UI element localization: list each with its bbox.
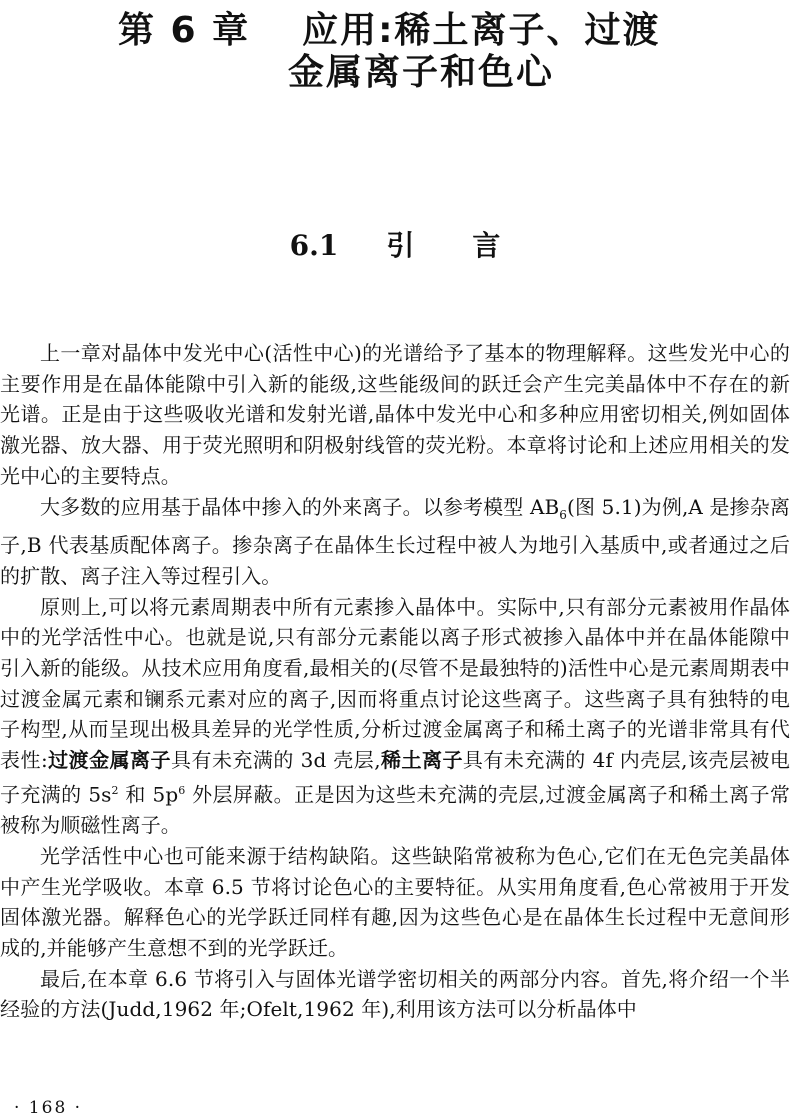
paragraph-3: 原则上,可以将元素周期表中所有元素掺入晶体中。实际中,只有部分元素被用作晶体中的光学活性中心。也就是说,只有部分元素能以离子形式被掺入晶体中并在晶体能隙中引入新的能级。从技术应用角度看,最相关的(尽管不是最独特的)活性中心是元素周期表中过渡金属元素和镧系元素对应的离子,因而将重点讨论这些离子。这些离子具有独特的电子构型,从而呈现出极具差异的光学性质,分析过渡金属离子和稀土离子的光谱非常具有代表性:过渡金属离子具有未充满的 3d 壳层,稀土离子具有未充满的 4f 内壳层,该壳层被电子充满的 $5s^2$ 和 $5p^6$ 外层屏蔽。正是因为这些未充满的壳层,过渡金属离子和稀土离子常被称为顺磁性离子。 xyxy=(0,594,790,838)
chapter-title-line1: 应用:稀土离子、过渡 xyxy=(302,10,661,51)
section-title-part1: 引 xyxy=(386,229,415,262)
paragraph-4: 光学活性中心也可能来源于结构缺陷。这些缺陷常被称为色心,它们在无色完美晶体中产生光学吸收。本章 6.5 节将讨论色心的主要特征。从实用角度看,色心常被用于开发固体激光器。解释色心的光学跃迁同样有趣,因为这些色心是在晶体生长过程中无意间形成的,并能够产生意想不到的光学跃迁。 xyxy=(0,843,790,961)
section-number: 6.1 xyxy=(289,229,339,262)
section-heading xyxy=(0,226,790,266)
body-text xyxy=(0,338,790,1025)
paragraph-5: 最后,在本章 6.6 节将引入与固体光谱学密切相关的两部分内容。首先,将介绍一个半经验的方法(Judd,1962 年;Ofelt,1962 年),利用该方法可以分析晶体中 xyxy=(0,966,790,1022)
paragraph-2: 大多数的应用基于晶体中掺入的外来离子。以参考模型 $AB_6$(图 5.1)为例,A 是掺杂离子,B 代表基质配体离子。掺杂离子在晶体生长过程中被人为地引入基质中,或者通过之后的扩散、离子注入等过程引入。 xyxy=(0,494,790,588)
term-rare-earth-ions: 稀土离子 xyxy=(380,748,463,773)
chapter-title-line2: 金属离子和色心 xyxy=(288,52,555,93)
paragraph-1: 上一章对晶体中发光中心(活性中心)的光谱给予了基本的物理解释。这些发光中心的主要作用是在晶体能隙中引入新的能级,这些能级间的跃迁会产生完美晶体中不存在的新光谱。正是由于这些吸收光谱和发射光谱,晶体中发光中心和多种应用密切相关,例如固体激光器、放大器、用于荧光照明和阴极射线管的荧光粉。本章将讨论和上述应用相关的发光中心的主要特点。 xyxy=(0,341,790,488)
chapter-label: 第 6 章 xyxy=(118,10,251,51)
page-number: · 168 · xyxy=(14,1098,83,1118)
section-title-part2: 言 xyxy=(472,229,501,262)
term-transition-metal-ions: 过渡金属离子 xyxy=(47,748,172,773)
